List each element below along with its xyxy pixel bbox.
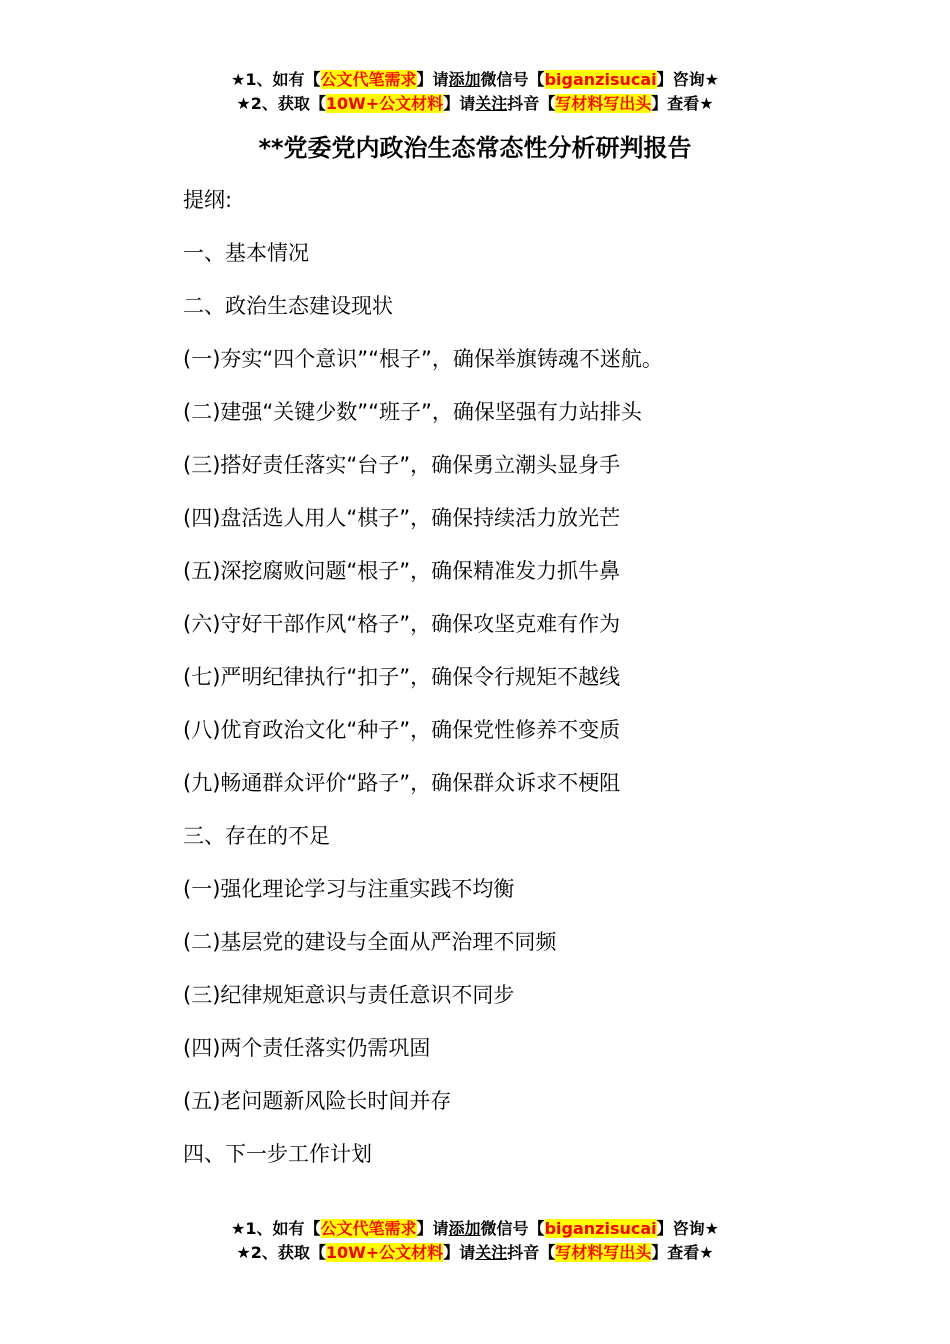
highlight-wechat-id: biganzisucai (544, 70, 657, 89)
highlight-service: 公文代笔需求 (320, 1219, 417, 1238)
outline-item: (九)畅通群众评价“路子”，确保群众诉求不梗阻 (183, 771, 621, 795)
outline-item: 三、存在的不足 (183, 824, 330, 848)
outline-item: 四、下一步工作计划 (183, 1142, 372, 1166)
footer-banner (0, 1217, 950, 1265)
outline-item: 一、基本情况 (183, 241, 309, 265)
outline-item: (一)夯实“四个意识”“根子”，确保举旗铸魂不迷航。 (183, 347, 663, 371)
banner-line-1: ★1、如有【公文代笔需求】请添加微信号【biganzisucai】咨询★ (231, 1219, 719, 1238)
outline-item: (六)守好干部作风“格子”，确保攻坚克难有作为 (183, 612, 621, 636)
banner-line-2: ★2、获取【10W+公文材料】请关注抖音【写材料写出头】查看★ (236, 94, 714, 113)
outline-item: (二)基层党的建设与全面从严治理不同频 (183, 930, 557, 954)
outline-item: 二、政治生态建设现状 (183, 294, 393, 318)
outline-item: (七)严明纪律执行“扣子”，确保令行规矩不越线 (183, 665, 621, 689)
outline-item: (四)两个责任落实仍需巩固 (183, 1036, 431, 1060)
highlight-materials: 10W+公文材料 (325, 1243, 444, 1262)
outline-item: (一)强化理论学习与注重实践不均衡 (183, 877, 515, 901)
outline-item: (四)盘活选人用人“棋子”，确保持续活力放光芒 (183, 506, 621, 530)
highlight-wechat-id: biganzisucai (544, 1219, 657, 1238)
outline-item: (三)纪律规矩意识与责任意识不同步 (183, 983, 515, 1007)
banner-line-2: ★2、获取【10W+公文材料】请关注抖音【写材料写出头】查看★ (236, 1243, 714, 1262)
highlight-materials: 10W+公文材料 (325, 94, 444, 113)
highlight-douyin-id: 写材料写出头 (555, 1243, 652, 1262)
outline-list (183, 183, 663, 1190)
header-banner (0, 68, 950, 116)
outline-item: 提纲: (183, 188, 233, 212)
outline-item: (五)深挖腐败问题“根子”，确保精准发力抓牛鼻 (183, 559, 621, 583)
banner-line-1: ★1、如有【公文代笔需求】请添加微信号【biganzisucai】咨询★ (231, 70, 719, 89)
outline-item: (三)搭好责任落实“台子”，确保勇立潮头显身手 (183, 453, 621, 477)
document-title: **党委党内政治生态常态性分析研判报告 (258, 134, 692, 162)
highlight-douyin-id: 写材料写出头 (555, 94, 652, 113)
highlight-service: 公文代笔需求 (320, 70, 417, 89)
outline-item: (五)老问题新风险长时间并存 (183, 1089, 452, 1113)
outline-item: (二)建强“关键少数”“班子”，确保坚强有力站排头 (183, 400, 642, 424)
outline-item: (八)优育政治文化“种子”，确保党性修养不变质 (183, 718, 621, 742)
